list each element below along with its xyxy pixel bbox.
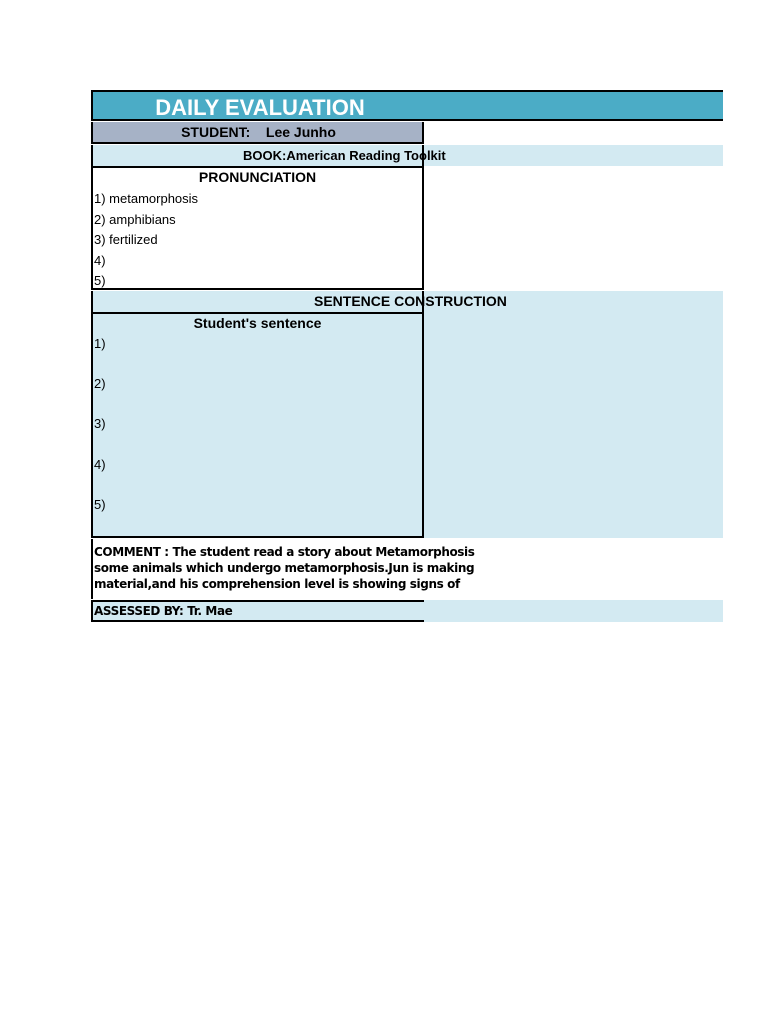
pronunciation-title: PRONUNCIATION: [198, 169, 317, 185]
assessed-cell: [91, 600, 424, 622]
sentences-section: [91, 312, 723, 538]
title-bar: [91, 90, 723, 121]
sentences-cell: [91, 312, 424, 538]
comment-cell: [91, 539, 475, 599]
sentence-item: 3): [94, 416, 106, 431]
sentence-item: 4): [94, 457, 106, 472]
student-row: [91, 122, 424, 144]
page-title: DAILY EVALUATION: [155, 95, 365, 120]
pronunciation-item: 3) fertilized: [94, 232, 158, 247]
comment-line: some animals which undergo metamorphosis.Jun is making: [94, 561, 475, 575]
sentence-item: 1): [94, 336, 106, 351]
book-cell: [91, 145, 446, 166]
student-name: Lee Junho: [265, 124, 336, 140]
book-title: BOOK:American Reading Toolkit: [243, 148, 446, 163]
pronunciation-item: 2) amphibians: [94, 212, 176, 227]
pronunciation-item: 4): [94, 253, 106, 268]
comment-text: [94, 544, 654, 592]
pronunciation-item: 1) metamorphosis: [94, 191, 199, 206]
assessed-by: ASSESSED BY: Tr. Mae: [94, 604, 233, 618]
student-label: STUDENT:: [181, 124, 251, 140]
comment-line: COMMENT : The student read a story about Metamorphosis: [94, 545, 475, 559]
sentence-header-row: [91, 291, 723, 312]
sentences-title: Student's sentence: [193, 315, 322, 331]
sentence-header: SENTENCE CONSTRUCTION: [314, 293, 507, 309]
pronunciation-item: 5): [94, 273, 106, 288]
student-info: [93, 122, 424, 142]
sentence-item: 2): [94, 376, 106, 391]
comment-section: [91, 539, 723, 599]
pronunciation-section: [91, 166, 424, 290]
sentence-header-cell: [91, 291, 507, 312]
book-row: [91, 145, 723, 166]
comment-line: material,and his comprehension level is showing signs of: [94, 577, 460, 591]
assessed-row: [91, 600, 723, 622]
sentence-item: 5): [94, 497, 106, 512]
